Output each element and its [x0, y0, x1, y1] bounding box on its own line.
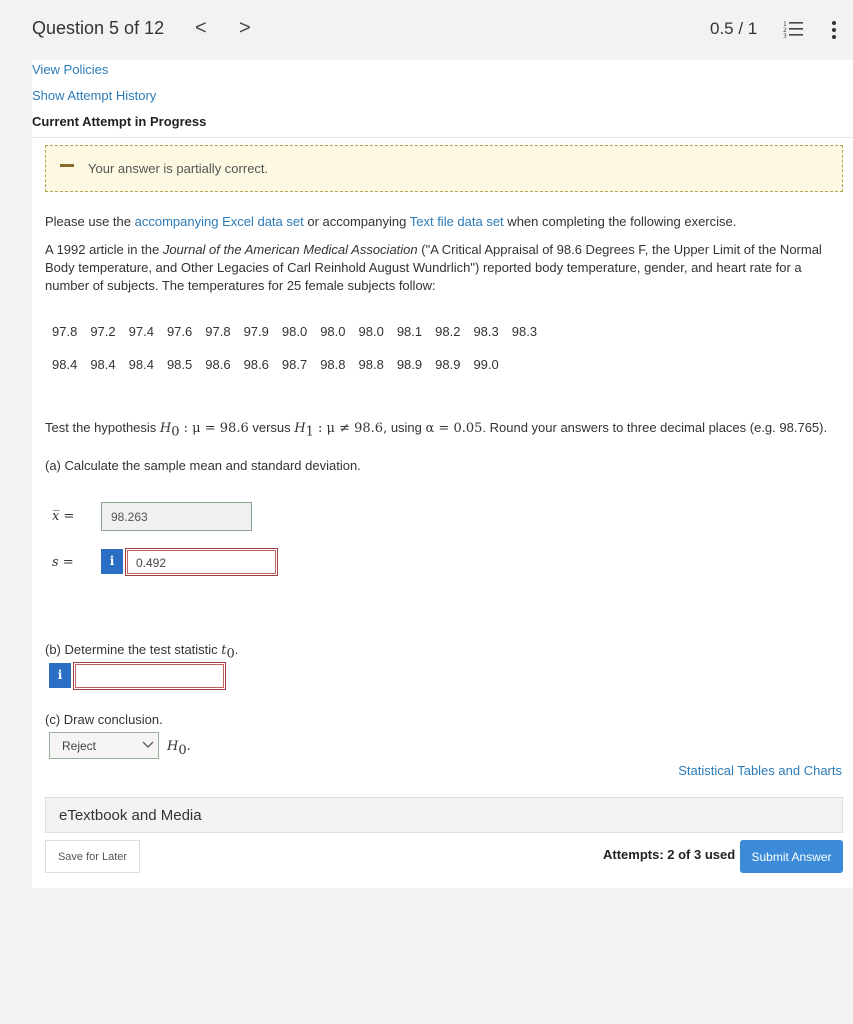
- excel-data-link[interactable]: accompanying Excel data set: [134, 214, 304, 229]
- xbar-label: x̅ =: [52, 509, 75, 524]
- data-row-2: [52, 357, 512, 372]
- svg-text:3: 3: [783, 33, 787, 38]
- sample-mean-field[interactable]: 98.263: [101, 502, 252, 531]
- save-for-later-button[interactable]: Save for Later: [45, 840, 140, 873]
- part-b-label: (b) Determine the test statistic $t_0$.: [45, 642, 239, 662]
- data-value: 97.6: [166, 324, 193, 339]
- part-c-label: (c) Draw conclusion.: [45, 712, 163, 727]
- data-value: 98.8: [358, 357, 384, 372]
- text-data-link[interactable]: Text file data set: [409, 214, 504, 229]
- view-policies-link[interactable]: View Policies: [32, 62, 109, 77]
- left-gutter: [0, 60, 32, 888]
- data-value: 98.0: [281, 324, 308, 339]
- data-value: 98.6: [243, 357, 269, 372]
- show-attempt-history-link[interactable]: Show Attempt History: [32, 88, 157, 103]
- instructions: Please use the accompanying Excel data set or accompanying Text file data set when completing the following exercise.: [45, 214, 737, 229]
- info-icon[interactable]: i: [49, 663, 71, 688]
- conclusion-selected-value: Reject: [62, 739, 97, 753]
- next-question-button[interactable]: >: [239, 17, 251, 39]
- conclusion-h0: $H_0$.: [167, 739, 191, 759]
- data-value: 98.4: [90, 357, 116, 372]
- data-value: 98.5: [166, 357, 193, 372]
- question-content: [0, 60, 853, 888]
- test-statistic-field[interactable]: [73, 662, 226, 690]
- info-icon[interactable]: i: [101, 549, 123, 574]
- conclusion-select[interactable]: [49, 732, 159, 759]
- hypothesis-statement: Test the hypothesis $H_0$ : μ = 98.6 versus $H_1$ : μ ≠ 98.6, using α = 0.05. Round your answers to three decimal places (e.g. 98.765).: [45, 420, 828, 440]
- data-value: 97.2: [90, 324, 116, 339]
- attempt-status: Current Attempt in Progress: [32, 114, 207, 129]
- etextbook-media-section[interactable]: eTextbook and Media: [45, 797, 843, 833]
- data-value: 98.0: [358, 324, 384, 339]
- data-value: 98.4: [52, 357, 78, 372]
- question-title: Question 5 of 12: [32, 18, 165, 38]
- data-value: 98.8: [320, 357, 346, 372]
- data-value: 98.6: [205, 357, 231, 372]
- data-value: 97.8: [52, 324, 78, 339]
- svg-text:2: 2: [783, 27, 787, 34]
- attempts-count: Attempts: 2 of 3 used: [603, 847, 736, 862]
- data-value: 98.3: [473, 324, 499, 339]
- question-list-icon[interactable]: [783, 20, 803, 38]
- data-value: 98.0: [320, 324, 346, 339]
- divider: [32, 137, 853, 138]
- data-value: 99.0: [473, 357, 499, 372]
- part-a-label: (a) Calculate the sample mean and standard deviation.: [45, 458, 361, 473]
- statistical-tables-link[interactable]: Statistical Tables and Charts: [678, 763, 842, 778]
- test-statistic-value[interactable]: [75, 664, 224, 688]
- data-value: 98.4: [128, 357, 154, 372]
- submit-answer-button[interactable]: Submit Answer: [740, 840, 843, 873]
- chevron-down-icon: [142, 738, 154, 750]
- top-bar: [0, 0, 853, 60]
- data-value: 98.2: [435, 324, 461, 339]
- alert-message: Your answer is partially correct.: [88, 161, 269, 176]
- data-value: 98.1: [396, 324, 423, 339]
- partial-correct-alert: [45, 145, 843, 192]
- data-value: 98.9: [396, 357, 423, 372]
- more-options-icon[interactable]: [831, 20, 837, 40]
- partial-icon: [60, 164, 74, 167]
- svg-text:1: 1: [783, 21, 787, 28]
- problem-statement: A 1992 article in the Journal of the American Medical Association ("A Critical Appraisal of 98.6 Degrees F, the Upper Limit of the Normal Body temperature, and Other Legacies of Carl Reinhold August Wundrlich") reported body temperature, gender, and heart rate for a number of subjects. The temperatures for 25 female subjects follow:: [45, 242, 822, 293]
- score-display: 0.5 / 1: [710, 19, 758, 38]
- s-label: s =: [52, 555, 74, 570]
- std-dev-value[interactable]: 0.492: [127, 550, 276, 574]
- data-value: 97.9: [243, 324, 269, 339]
- data-value: 98.3: [511, 324, 538, 339]
- previous-question-button[interactable]: <: [195, 17, 207, 39]
- std-dev-field[interactable]: [125, 548, 278, 576]
- data-value: 97.8: [205, 324, 231, 339]
- data-row-1: [52, 324, 550, 339]
- data-value: 98.7: [281, 357, 308, 372]
- data-value: 98.9: [435, 357, 461, 372]
- data-value: 97.4: [128, 324, 154, 339]
